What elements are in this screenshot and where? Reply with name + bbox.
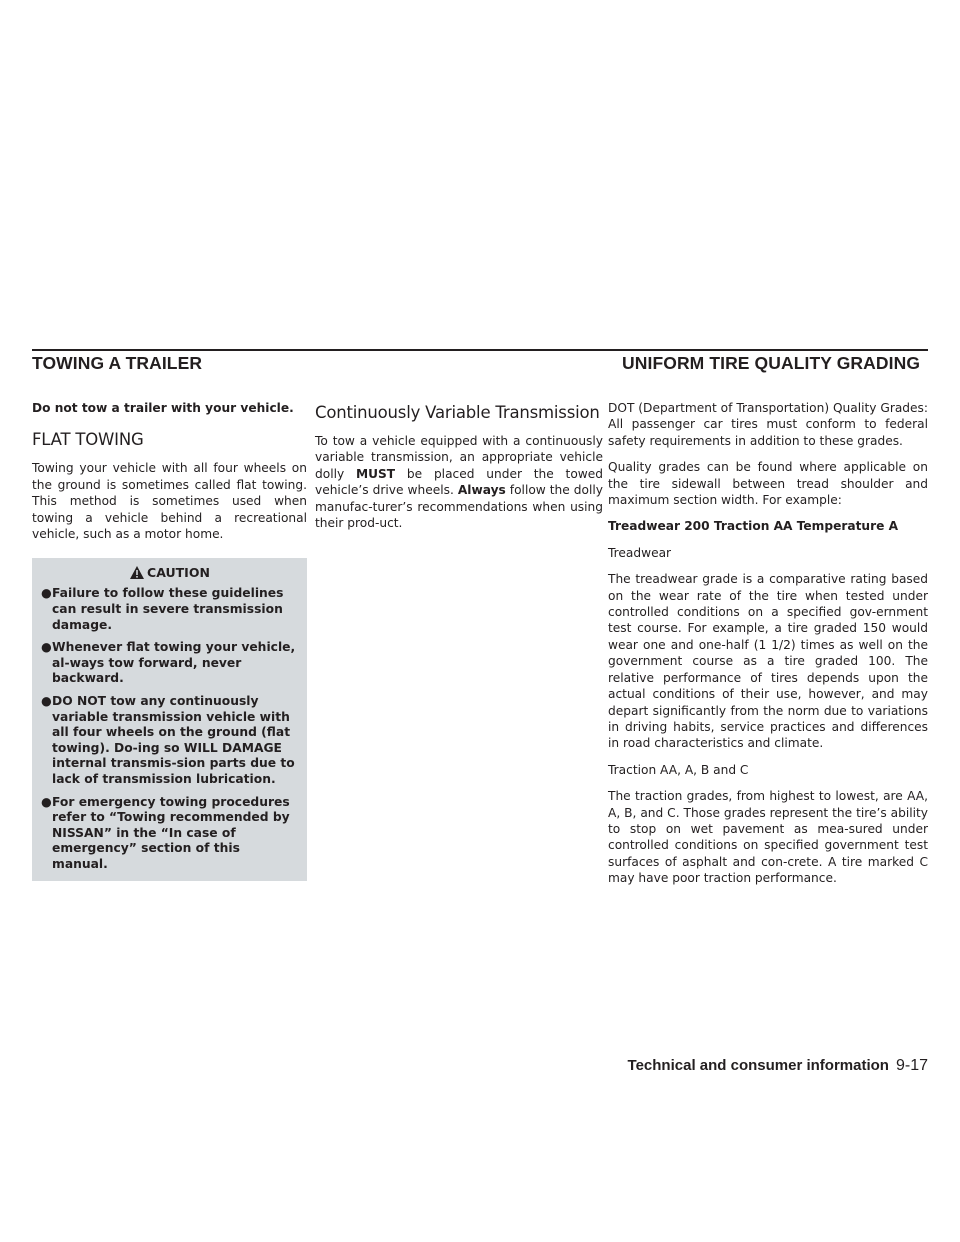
- caution-box: [32, 558, 307, 880]
- dot-grades-paragraph: DOT (Department of Transportation) Quality Grades: All passenger car tires must conform to federal safety requirements in addition to these grades.: [608, 401, 928, 448]
- intro-warning: Do not tow a trailer with your vehicle.: [32, 401, 294, 415]
- bullet-icon: ●: [41, 640, 52, 655]
- caution-item: ● For emergency towing procedures refer to “Towing recommended by NISSAN” in the “In case of emergency” section of this manual.: [41, 794, 290, 871]
- section-header-left: TOWING A TRAILER: [32, 353, 203, 373]
- footer-section-title: Technical and consumer information: [627, 1057, 889, 1074]
- traction-heading: Traction AA, A, B and C: [608, 762, 749, 777]
- flat-towing-paragraph: Towing your vehicle with all four wheels on the ground is sometimes called flat towing. This method is sometimes used when towing a vehicle behind a recreational vehicle, such as a motor home.: [32, 461, 307, 542]
- column-1: [32, 400, 307, 881]
- caution-item: ● Failure to follow these guidelines can result in severe transmission damage.: [41, 586, 284, 632]
- column-2: [315, 400, 603, 541]
- caution-label: CAUTION: [147, 565, 210, 581]
- warning-triangle-icon: [129, 565, 145, 580]
- column-3: [608, 400, 928, 897]
- treadwear-heading: Treadwear: [608, 545, 672, 560]
- cvt-heading: Continuously Variable Transmission: [315, 403, 600, 422]
- quality-grades-paragraph: Quality grades can be found where applicable on the tire sidewall between tread shoulder and maximum section width. For example:: [608, 460, 928, 508]
- bullet-icon: ●: [41, 694, 52, 708]
- flat-towing-heading: FLAT TOWING: [32, 430, 144, 450]
- treadwear-paragraph: The treadwear grade is a comparative rating based on the wear rate of the tire when tested under controlled conditions on a specified gov-ernment test course. For example, a tire graded 150 would wear one and one-half (1 1/2) times as well on the government course as a tire graded 100. The relative performance of tires depends upon the actual conditions of their use, however, and may depart significantly from the norm due to variations in driving habits, service practices and differences in road characteristics and climate.: [608, 572, 928, 751]
- page-footer: [590, 1057, 928, 1075]
- bullet-icon: ●: [41, 586, 52, 601]
- bullet-icon: ●: [41, 794, 52, 809]
- caution-item: ● Whenever flat towing your vehicle, al-ways tow forward, never backward.: [41, 640, 296, 686]
- header-rule: [32, 349, 928, 351]
- section-header-right: UNIFORM TIRE QUALITY GRADING: [622, 353, 921, 373]
- caution-title: [40, 564, 299, 582]
- caution-item: ● DO NOT tow any continuously variable transmission vehicle with all four wheels on the ground (flat towing). Do-ing so WILL DAMAGE internal transmis-sion parts due to lack of transmission lubrication.: [41, 694, 295, 786]
- traction-paragraph: The traction grades, from highest to lowest, are AA, A, B, and C. Those grades represent the tire’s ability to stop on wet pavement as mea-sured under controlled conditions on specified government test surfaces of asphalt and con-crete. A tire marked C may have poor traction performance.: [608, 789, 928, 886]
- grade-example: Treadwear 200 Traction AA Temperature A: [608, 519, 899, 534]
- page-number: 9-17: [895, 1057, 928, 1074]
- cvt-paragraph: To tow a vehicle equipped with a continuously variable transmission, an appropriate vehicle dolly MUST be placed under the towed vehicle’s drive wheels. Always follow the dolly manufac-turer’s recommendations when using their prod-uct.: [315, 434, 603, 531]
